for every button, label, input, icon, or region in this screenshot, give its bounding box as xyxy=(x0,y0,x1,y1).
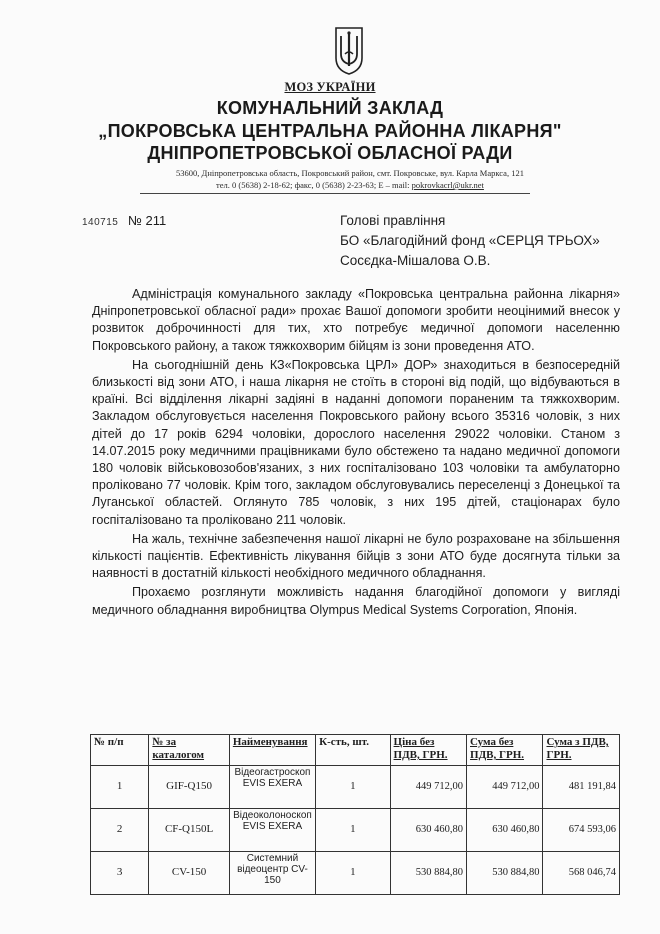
cell-name: Системний відеоцентр CV-150 xyxy=(229,852,315,895)
column-header: Сума з ПДВ, ГРН. xyxy=(543,735,620,766)
header-divider xyxy=(140,193,530,194)
column-header: Ціна без ПДВ, ГРН. xyxy=(390,735,466,766)
column-header: № п/п xyxy=(91,735,149,766)
column-header: № за каталогом xyxy=(149,735,229,766)
cell-catalog: CV-150 xyxy=(149,852,229,895)
body-paragraph: На жаль, технічне забезпечення нашої лікарні не було розраховане на збільшення кількості пацієнтів. Ефективність лікування бійців з зони АТО буде досягнута тільки за наявності в достатній кількості необхідного медичного обладнання. xyxy=(92,531,620,581)
cell-number: 1 xyxy=(91,766,149,809)
body-paragraph: На сьогоднішній день КЗ«Покровська ЦРЛ» ДОР» знаходиться в безпосередній близькості від зони АТО, і наша лікарня не стоїть в стороні від подій, що відбуваються в країні. Всі відділення лікарні задіяні в наданні допомоги пораненим та тяжкохворим. Закладом обслуговується населення Покровського району всього 35316 чоловік, з них дітей до 17 років 6294 чоловіки, дорослого населення 29022 чоловіки. Станом з 14.07.2015 року медичними працівниками було обстежено та надано медичної допомоги 180 чоловік військовозобов'язаних, з них госпіталізовано 103 чоловіки та амбулаторно проліковано 77 чоловік. Крім того, закладом обслуговувались переселенці з Донецької та Луганської областей. Оглянуто 785 чоловік, з них 195 дітей, стаціонарах було госпіталізовано та проліковано 211 чоловік. xyxy=(92,357,620,527)
cell-quantity: 1 xyxy=(316,852,390,895)
body-paragraph: Прохаємо розглянути можливість надання благодійної допомоги у вигляді медичного обладнання виробництва Olympus Medical Systems Corporation, Японія. xyxy=(92,585,620,617)
org-name-line2: „ПОКРОВСЬКА ЦЕНТРАЛЬНА РАЙОННА ЛІКАРНЯ" xyxy=(98,121,562,141)
addressee-line3: Сосєдка-Мішалова О.В. xyxy=(340,253,491,268)
cell-sum-vat: 568 046,74 xyxy=(543,852,620,895)
trident-coat-of-arms-icon xyxy=(334,26,364,76)
letter-body xyxy=(92,286,620,619)
cell-price: 449 712,00 xyxy=(390,766,466,809)
addressee-line2: БО «Благодійний фонд «СЕРЦЯ ТРЬОХ» xyxy=(340,233,600,248)
reference-number: № 211 xyxy=(128,213,167,228)
equipment-table xyxy=(90,734,620,895)
phone-fax: тел. 0 (5638) 2-18-62; факс, 0 (5638) 2-23-63; E – mail: xyxy=(216,180,412,190)
body-paragraph: Адміністрація комунального закладу «Покровська центральна районна лікарня» Дніпропетровської обласної ради» прохає Вашої допомоги зробити неоцінимий внесок у розвиток доброчинності для тих, хто потребує медичної допомоги населенню Покровського району, а також тяжкохворим бійцям із зони проведення АТО. xyxy=(92,287,620,353)
cell-number: 2 xyxy=(91,809,149,852)
cell-quantity: 1 xyxy=(316,766,390,809)
postal-address: 53600, Дніпропетровська область, Покровський район, смт. Покровське, вул. Карла Маркса, 121 xyxy=(176,168,524,178)
ministry-name: МОЗ УКРАЇНИ xyxy=(284,80,376,94)
cell-price: 530 884,80 xyxy=(390,852,466,895)
cell-catalog: CF-Q150L xyxy=(149,809,229,852)
addressee-line1: Голові правління xyxy=(340,213,446,228)
cell-sum: 630 460,80 xyxy=(467,809,543,852)
cell-catalog: GIF-Q150 xyxy=(149,766,229,809)
cell-name: Відеогастроскоп EVIS EXERA xyxy=(229,766,315,809)
table-row xyxy=(91,809,620,852)
table-row xyxy=(91,766,620,809)
addressee-block xyxy=(340,211,600,271)
cell-number: 3 xyxy=(91,852,149,895)
org-name-line3: ДНІПРОПЕТРОВСЬКОЇ ОБЛАСНОЇ РАДИ xyxy=(147,143,513,163)
column-header: К-сть, шт. xyxy=(316,735,390,766)
column-header: Сума без ПДВ, ГРН. xyxy=(467,735,543,766)
email-link[interactable]: pokrovkacrl@ukr.net xyxy=(411,180,484,190)
cell-sum-vat: 674 593,06 xyxy=(543,809,620,852)
contact-line xyxy=(0,180,660,191)
table-header-row xyxy=(91,735,620,766)
column-header: Найменування xyxy=(229,735,315,766)
reference-date: 140715 xyxy=(82,217,119,228)
cell-name: Відеоколоноскоп EVIS EXERA xyxy=(229,809,315,852)
cell-sum-vat: 481 191,84 xyxy=(543,766,620,809)
table-row xyxy=(91,852,620,895)
cell-sum: 530 884,80 xyxy=(467,852,543,895)
org-name-line1: КОМУНАЛЬНИЙ ЗАКЛАД xyxy=(216,98,444,118)
cell-quantity: 1 xyxy=(316,809,390,852)
outgoing-reference xyxy=(82,213,166,228)
cell-sum: 449 712,00 xyxy=(467,766,543,809)
cell-price: 630 460,80 xyxy=(390,809,466,852)
